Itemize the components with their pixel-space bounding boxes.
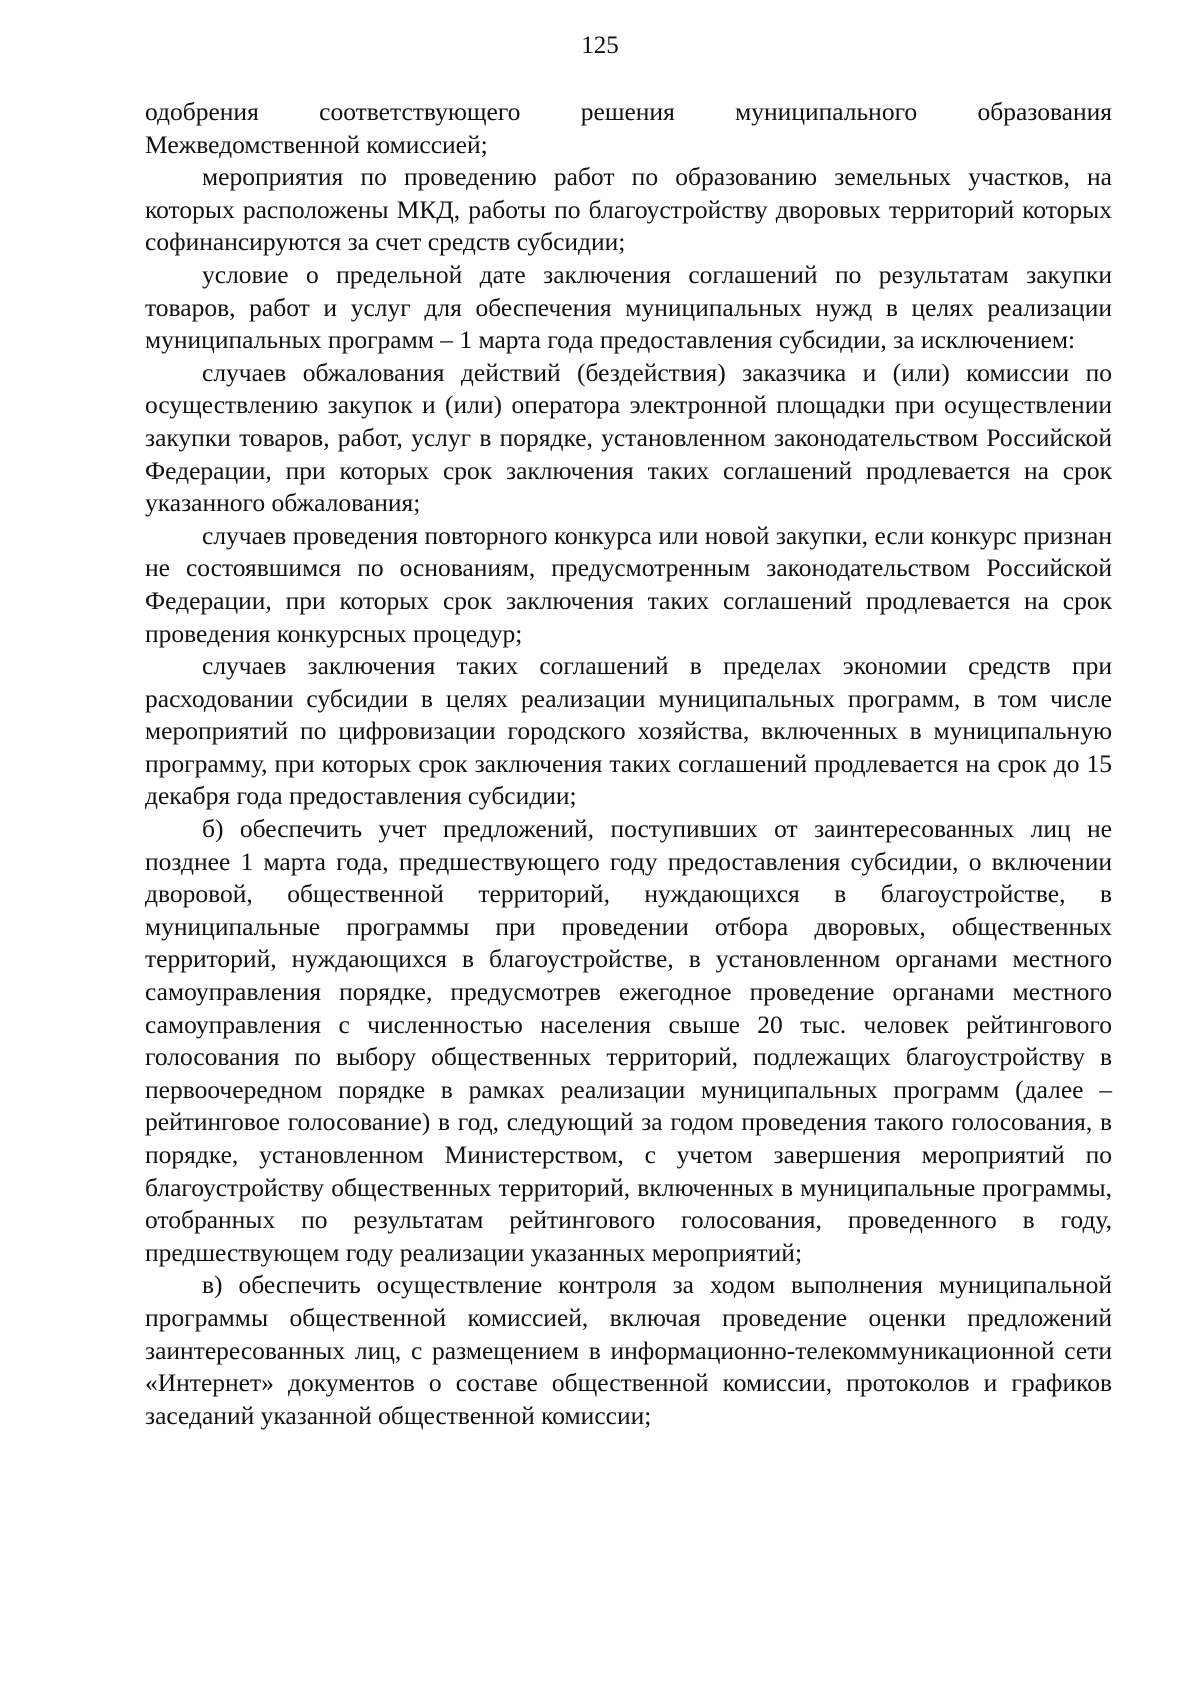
paragraph: случаев обжалования действий (бездействия) заказчика и (или) комиссии по осуществлению закупок и (или) оператора электронной площадки при осуществлении закупки товаров, работ, услуг в порядке, установленном законодательством Российской Федерации, при которых срок заключения таких соглашений продлевается на срок указанного обжалования; (145, 357, 1112, 518)
paragraph: случаев проведения повторного конкурса или новой закупки, если конкурс признан не состоявшимся по основаниям, предусмотренным законодательством Российской Федерации, при которых срок заключения таких соглашений продлевается на срок проведения конкурсных процедур; (145, 520, 1112, 648)
document-body (145, 96, 1112, 1432)
page-number: 125 (581, 32, 619, 59)
paragraph: условие о предельной дате заключения соглашений по результатам закупки товаров, работ и услуг для обеспечения муниципальных нужд в целях реализации муниципальных программ – 1 марта года предоставления субсидии, за исключением: (145, 259, 1112, 355)
paragraph: одобрения соответствующего решения муниципального образования Межведомственной комиссией; (145, 97, 1112, 159)
paragraph: б) обеспечить учет предложений, поступивших от заинтересованных лиц не позднее 1 марта года, предшествующего году предоставления субсидии, о включении дворовой, общественной территорий, нуждающихся в благоустройстве, в муниципальные программы при проведении отбора дворовых, общественных территорий, нуждающихся в благоустройстве, в установленном органами местного самоуправления порядке, предусмотрев ежегодное проведение органами местного самоуправления с численностью населения свыше 20 тыс. человек рейтингового голосования по выбору общественных территорий, подлежащих благоустройству в первоочередном порядке в рамках реализации муниципальных программ (далее – рейтинговое голосование) в год, следующий за годом проведения такого голосования, в порядке, установленном Министерством, с учетом завершения мероприятий по благоустройству общественных территорий, включенных в муниципальные программы, отобранных по результатам рейтингового голосования, проведенного в году, предшествующем году реализации указанных мероприятий; (145, 814, 1112, 1267)
paragraph: мероприятия по проведению работ по образованию земельных участков, на которых расположены МКД, работы по благоустройству дворовых территорий которых софинансируются за счет средств субсидии; (145, 162, 1112, 257)
paragraph: в) обеспечить осуществление контроля за ходом выполнения муниципальной программы общественной комиссией, включая проведение оценки предложений заинтересованных лиц, с размещением в информационно-телекоммуникационной сети «Интернет» документов о составе общественной комиссии, протоколов и графиков заседаний указанной общественной комиссии; (145, 1270, 1112, 1430)
paragraph: случаев заключения таких соглашений в пределах экономии средств при расходовании субсидии в целях реализации муниципальных программ, в том числе мероприятий по цифровизации городского хозяйства, включенных в муниципальную программу, при которых срок заключения таких соглашений продлевается на срок до 15 декабря года предоставления субсидии; (145, 651, 1112, 811)
